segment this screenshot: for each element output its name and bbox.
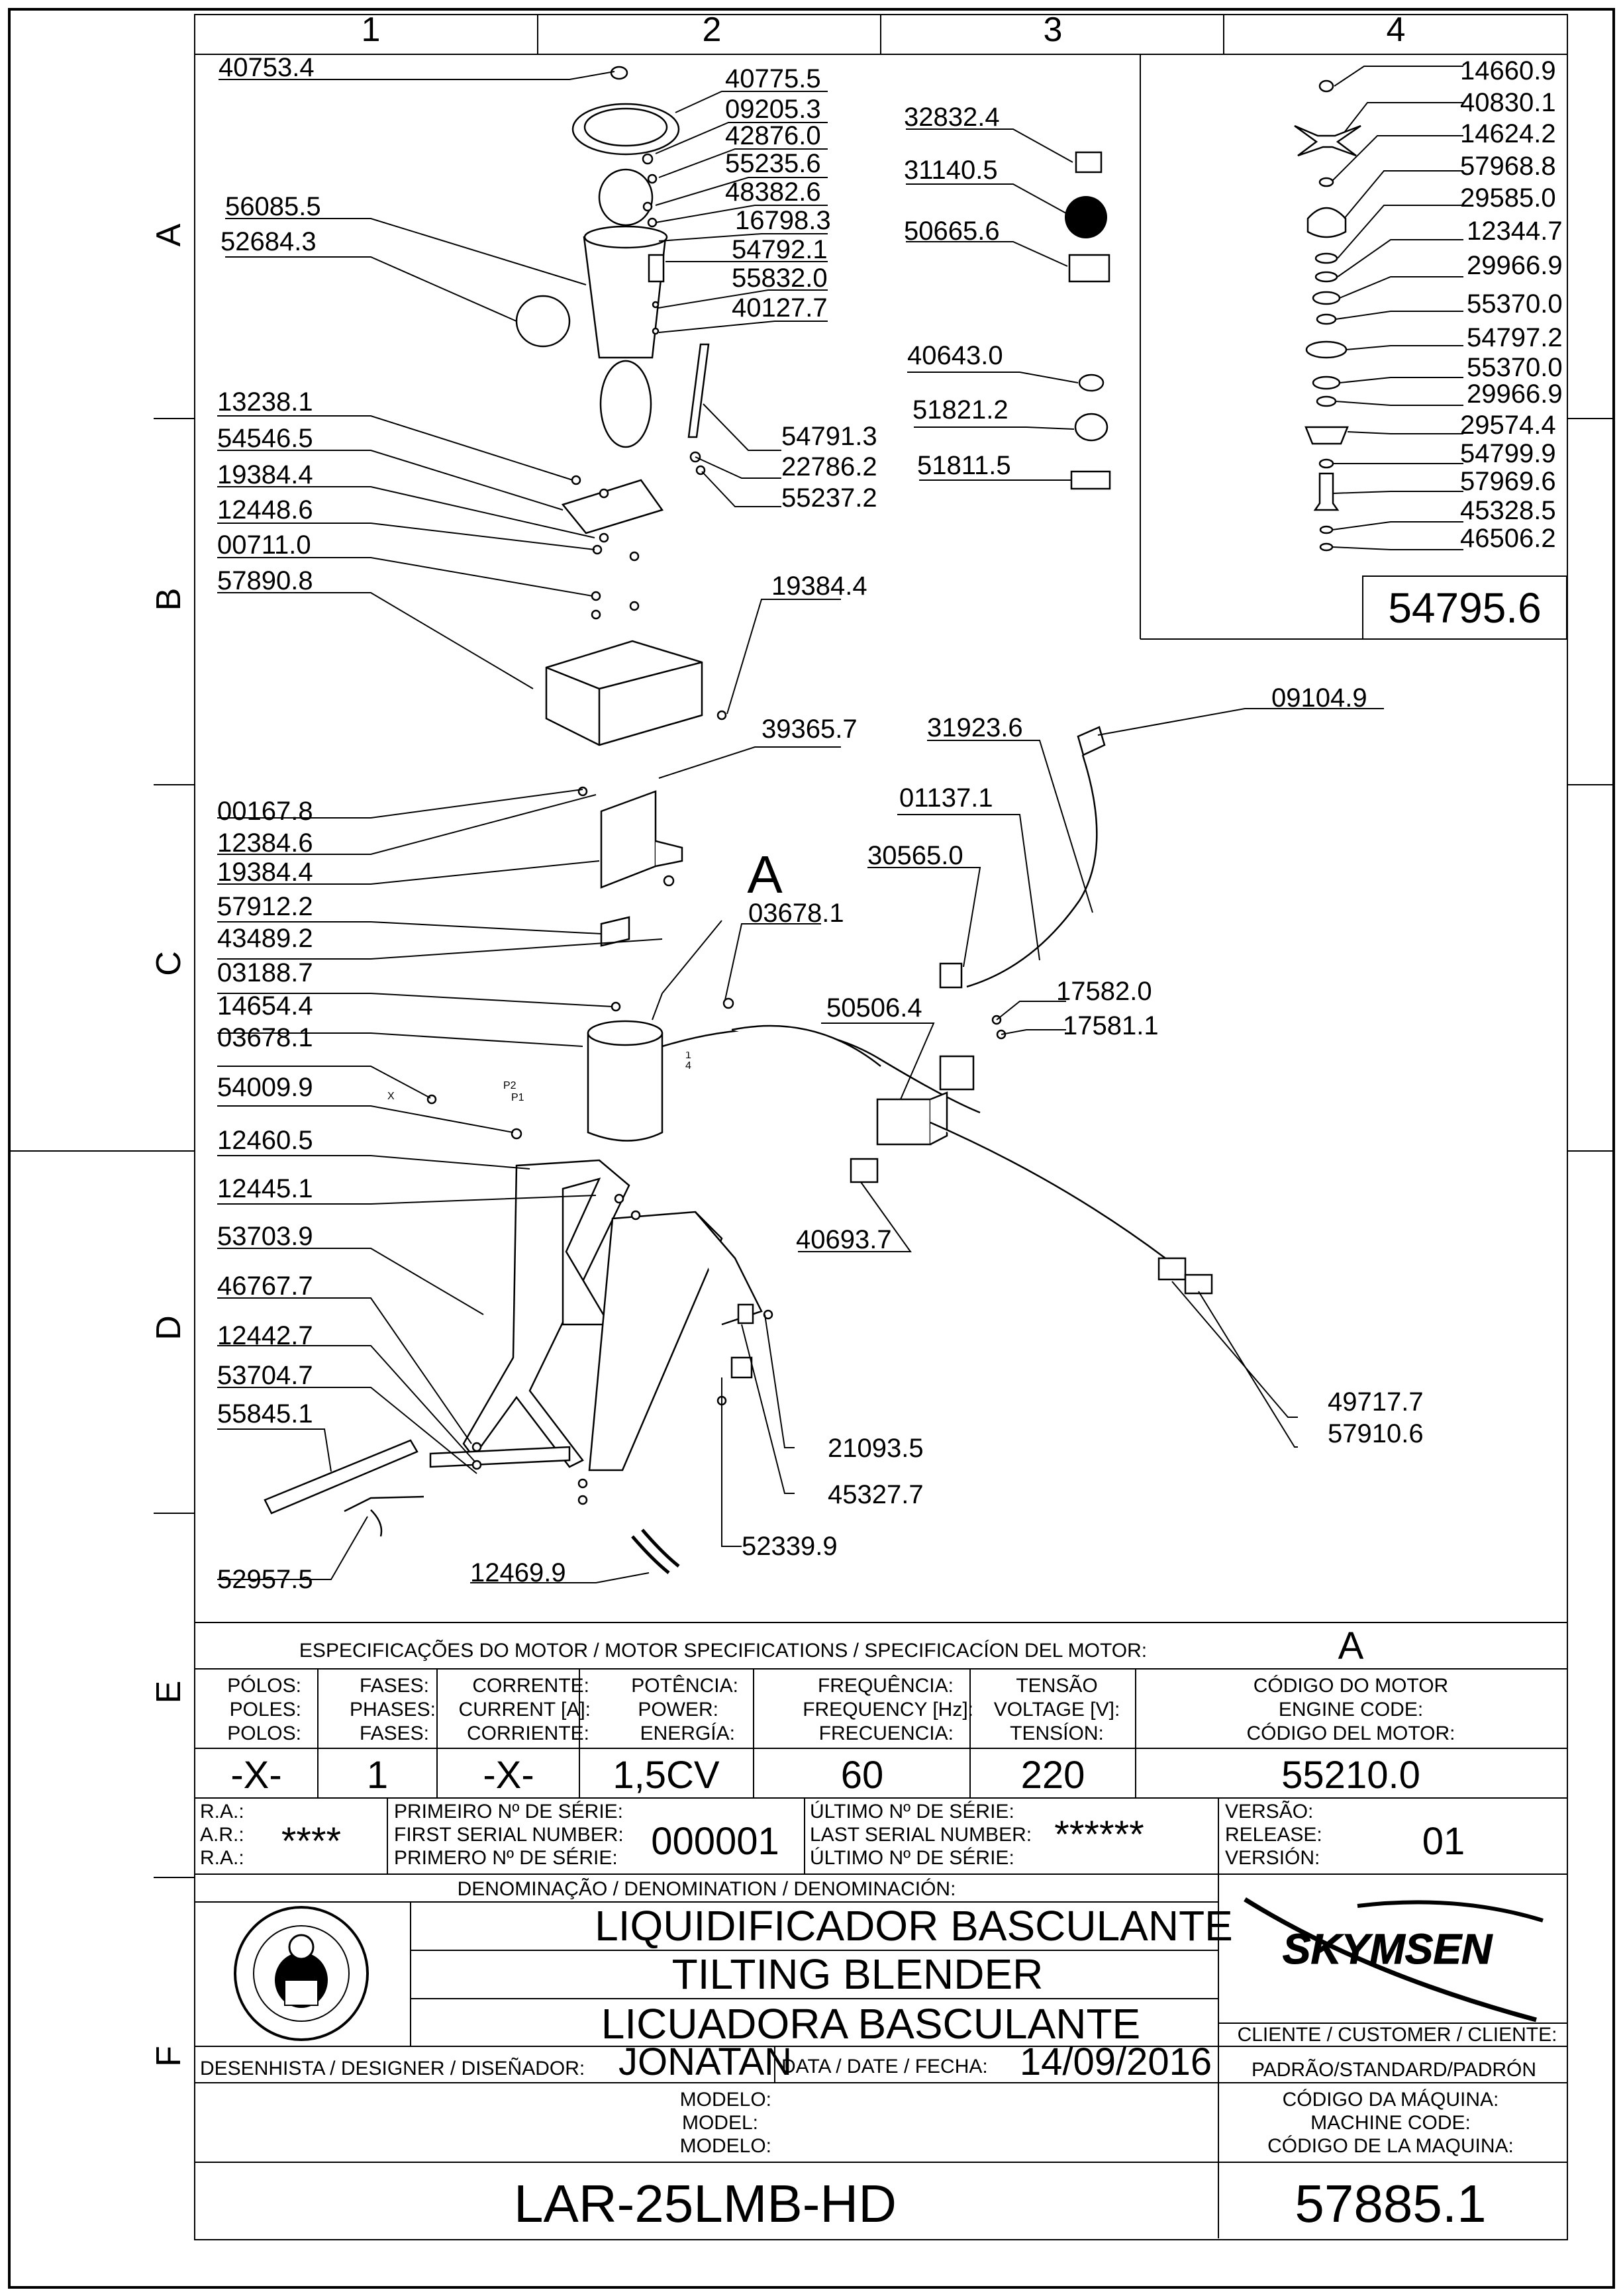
current-value: -X-	[483, 1754, 534, 1797]
part-number-callout: 40693.7	[796, 1225, 892, 1254]
part-number-callout: 46767.7	[217, 1272, 313, 1301]
machine-code-label: CÓDIGO DE LA MAQUINA:	[1267, 2135, 1514, 2157]
part-number-callout: 12460.5	[217, 1126, 313, 1155]
motor-code-letter: A	[1338, 1624, 1364, 1668]
part-number-callout: 53703.9	[217, 1222, 313, 1251]
date-label: DATA / DATE / FECHA:	[781, 2056, 988, 2077]
part-number-callout: 03678.1	[748, 899, 844, 928]
knife-kit-callouts	[1460, 56, 1563, 553]
part-number-callout: 55370.0	[1467, 289, 1563, 319]
first-serial-label: PRIMEIRO Nº DE SÉRIE:	[394, 1801, 624, 1822]
part-number-callout: 52957.5	[217, 1565, 313, 1594]
version-label: RELEASE:	[1225, 1824, 1322, 1846]
phases-value: 1	[366, 1754, 389, 1797]
part-number-callout: 43489.2	[217, 924, 313, 953]
part-number-callout: 12445.1	[217, 1174, 313, 1203]
date-value: 14/09/2016	[1019, 2040, 1212, 2083]
part-number-callout: 14624.2	[1460, 119, 1556, 148]
part-number-callout: 29585.0	[1460, 183, 1556, 213]
dot-marker	[1065, 196, 1107, 238]
voltage-label: VOLTAGE [V]:	[993, 1699, 1120, 1721]
part-number-callout: 42876.0	[725, 121, 821, 150]
phases-label: PHASES:	[349, 1699, 436, 1721]
voltage-value: 220	[1020, 1754, 1085, 1797]
wire-label: 1	[685, 1050, 691, 1061]
part-number-callout: 12448.6	[217, 495, 313, 524]
machine-code-label: CÓDIGO DA MÁQUINA:	[1282, 2089, 1499, 2111]
part-number-callout: 48382.6	[725, 177, 821, 207]
first-serial-label: PRIMERO Nº DE SÉRIE:	[394, 1847, 618, 1869]
current-label: CURRENT [A]:	[458, 1699, 591, 1721]
designer-label: DESENHISTA / DESIGNER / DISEÑADOR:	[200, 2058, 585, 2079]
model-label: MODELO:	[679, 2135, 771, 2157]
part-number-callout: 55370.0	[1467, 353, 1563, 382]
part-number-callout: 17581.1	[1063, 1011, 1159, 1040]
engine-code-label: ENGINE CODE:	[1278, 1699, 1424, 1721]
model-label: MODELO:	[679, 2089, 771, 2111]
part-number-callout: 19384.4	[217, 460, 313, 489]
part-number-callout: 12442.7	[217, 1321, 313, 1350]
column-label: 1	[361, 11, 381, 49]
part-number-callout: 01137.1	[899, 783, 993, 813]
voltage-label: TENSÍON:	[1010, 1722, 1104, 1744]
model-value: LAR-25LMB-HD	[514, 2174, 897, 2233]
part-number-callout: 00711.0	[217, 530, 311, 560]
part-number-callout: 22786.2	[781, 452, 877, 481]
part-number-callout: 31923.6	[927, 713, 1023, 742]
column-label: 4	[1386, 11, 1406, 49]
product-name-pt: LIQUIDIFICADOR BASCULANTE	[595, 1902, 1233, 1950]
last-serial-label: ÚLTIMO Nº DE SÉRIE:	[810, 1847, 1014, 1869]
version-value: 01	[1422, 1820, 1465, 1863]
designer-value: JONATAN	[618, 2040, 793, 2083]
part-number-callout: 21093.5	[828, 1434, 924, 1463]
part-number-callout: 50506.4	[826, 993, 922, 1023]
part-number-callout: 49717.7	[1328, 1387, 1424, 1417]
part-number-callout: 00167.8	[217, 797, 313, 826]
current-label: CORRENTE:	[472, 1675, 589, 1697]
part-number-callout: 46506.2	[1460, 524, 1556, 553]
power-label: POTÊNCIA:	[631, 1675, 738, 1697]
last-serial-label: LAST SERIAL NUMBER:	[810, 1824, 1032, 1846]
part-number-callout: 12344.7	[1467, 217, 1563, 246]
brand-name: SKYMSEN	[1282, 1925, 1493, 1973]
part-number-callout: 45328.5	[1460, 496, 1556, 525]
ra-label: R.A.:	[200, 1847, 244, 1869]
wire-label: 4	[685, 1060, 691, 1072]
row-label: C	[150, 951, 188, 976]
part-number-callout: 45327.7	[828, 1480, 924, 1509]
column-label: 2	[702, 11, 722, 49]
machine-code-label: MACHINE CODE:	[1310, 2112, 1471, 2134]
authorized-assistance-seal	[235, 1907, 368, 2040]
wire-label: X	[387, 1091, 395, 1102]
phases-label: FASES:	[359, 1675, 429, 1697]
poles-label: POLES:	[229, 1699, 301, 1721]
part-number-callout: 14660.9	[1460, 56, 1556, 85]
engine-code-label: CÓDIGO DEL MOTOR:	[1246, 1722, 1455, 1744]
row-label: F	[150, 2046, 188, 2067]
motor-reference-letter: A	[747, 845, 783, 904]
part-number-callout: 57912.2	[217, 892, 313, 921]
wire-label: P1	[511, 1092, 524, 1103]
row-label: E	[150, 1680, 188, 1704]
last-serial-value: ******	[1054, 1813, 1144, 1856]
part-number-callout: 55845.1	[217, 1399, 313, 1428]
part-number-callout: 52684.3	[221, 227, 317, 256]
last-serial-label: ÚLTIMO Nº DE SÉRIE:	[810, 1801, 1014, 1822]
power-label: ENERGÍA:	[640, 1722, 735, 1744]
voltage-label: TENSÃO	[1016, 1675, 1098, 1697]
part-number-callout: 54009.9	[217, 1073, 313, 1102]
part-number-callout: 56085.5	[225, 192, 321, 221]
poles-label: POLOS:	[227, 1722, 301, 1744]
frequency-label: FREQUENCY [Hz]:	[803, 1699, 973, 1721]
part-number-callout: 40127.7	[732, 293, 828, 323]
part-number-callout: 32832.4	[904, 103, 1000, 132]
part-number-callout: 29966.9	[1467, 251, 1563, 280]
part-number-callout: 19384.4	[771, 572, 867, 601]
product-name-en: TILTING BLENDER	[671, 1950, 1044, 1998]
part-number-callout: 40775.5	[725, 64, 821, 93]
current-label: CORRIENTE:	[466, 1722, 589, 1744]
part-number-callout: 12384.6	[217, 828, 313, 858]
part-number-callout: 54792.1	[732, 235, 828, 264]
part-number-callout: 03188.7	[217, 958, 313, 987]
part-number-callout: 12469.9	[470, 1558, 566, 1587]
frequency-label: FRECUENCIA:	[818, 1722, 954, 1744]
part-number-callout: 55235.6	[725, 149, 821, 178]
power-value: 1,5CV	[613, 1754, 720, 1797]
client-value: PADRÃO/STANDARD/PADRÓN	[1251, 2059, 1537, 2081]
frequency-label: FREQUÊNCIA:	[817, 1675, 954, 1697]
part-number-callout: 57910.6	[1328, 1419, 1424, 1448]
engine-code-label: CÓDIGO DO MOTOR	[1253, 1675, 1449, 1697]
part-number-callout: 39365.7	[762, 715, 858, 744]
part-number-callout: 52339.9	[742, 1532, 838, 1561]
part-number-callout: 40643.0	[907, 341, 1003, 370]
part-number-callout: 14654.4	[217, 991, 313, 1021]
part-number-callout: 54799.9	[1460, 439, 1556, 468]
frequency-value: 60	[840, 1754, 884, 1797]
ra-label: A.R.:	[200, 1824, 244, 1846]
part-number-callout: 16798.3	[735, 206, 831, 235]
ra-label: R.A.:	[200, 1801, 244, 1822]
row-label: B	[150, 587, 188, 611]
part-number-callout: 17582.0	[1056, 977, 1152, 1006]
part-number-callout: 29966.9	[1467, 379, 1563, 409]
part-number-callout: 51821.2	[912, 395, 1008, 424]
denomination-label: DENOMINAÇÃO / DENOMINATION / DENOMINACIÓN:	[457, 1878, 956, 1900]
part-number-callout: 57969.6	[1460, 467, 1556, 496]
part-number-callout: 50665.6	[904, 217, 1000, 246]
model-label: MODEL:	[681, 2112, 758, 2134]
part-number-callout: 03678.1	[217, 1023, 313, 1052]
part-number-callout: 13238.1	[217, 387, 313, 417]
poles-label: PÓLOS:	[227, 1675, 301, 1697]
part-number-callout: 40753.4	[219, 53, 315, 82]
part-number-callout: 31140.5	[904, 156, 998, 185]
part-number-callout: 29574.4	[1460, 411, 1556, 440]
version-label: VERSÃO:	[1225, 1801, 1314, 1822]
row-label: D	[150, 1315, 188, 1340]
client-label: CLIENTE / CUSTOMER / CLIENTE:	[1237, 2024, 1557, 2046]
part-number-callout: 09205.3	[725, 95, 821, 124]
part-number-callout: 54797.2	[1467, 323, 1563, 352]
part-number-callout: 09104.9	[1271, 683, 1367, 713]
machine-code-value: 57885.1	[1295, 2174, 1487, 2233]
engine-code-value: 55210.0	[1281, 1754, 1420, 1797]
knife-kit-code: 54795.6	[1388, 584, 1542, 632]
part-number-callout: 55237.2	[781, 483, 877, 513]
first-serial-value: 000001	[651, 1820, 779, 1863]
part-number-callout: 53704.7	[217, 1361, 313, 1390]
part-number-callout: 57968.8	[1460, 152, 1556, 181]
wire-label: P2	[503, 1080, 516, 1091]
part-number-callout: 51811.5	[917, 451, 1011, 480]
part-number-callout: 40830.1	[1460, 88, 1556, 117]
part-number-callout: 19384.4	[217, 858, 313, 887]
ra-value: ****	[281, 1820, 342, 1863]
power-label: POWER:	[638, 1699, 718, 1721]
version-label: VERSIÓN:	[1225, 1847, 1320, 1869]
poles-value: -X-	[230, 1754, 282, 1797]
part-number-callout: 55832.0	[732, 264, 828, 293]
part-number-callout: 30565.0	[867, 841, 963, 870]
part-number-callout: 57890.8	[217, 566, 313, 595]
part-number-callout: 54791.3	[781, 422, 877, 451]
column-label: 3	[1043, 11, 1063, 49]
row-label: A	[150, 223, 188, 247]
part-number-callout: 54546.5	[217, 424, 313, 453]
first-serial-label: FIRST SERIAL NUMBER:	[394, 1824, 624, 1846]
motor-spec-title: ESPECIFICAÇÕES DO MOTOR / MOTOR SPECIFICATIONS / SPECIFICACÍON DEL MOTOR:	[299, 1640, 1148, 1662]
phases-label: FASES:	[359, 1722, 429, 1744]
product-name-es: LICUADORA BASCULANTE	[601, 2000, 1141, 2048]
